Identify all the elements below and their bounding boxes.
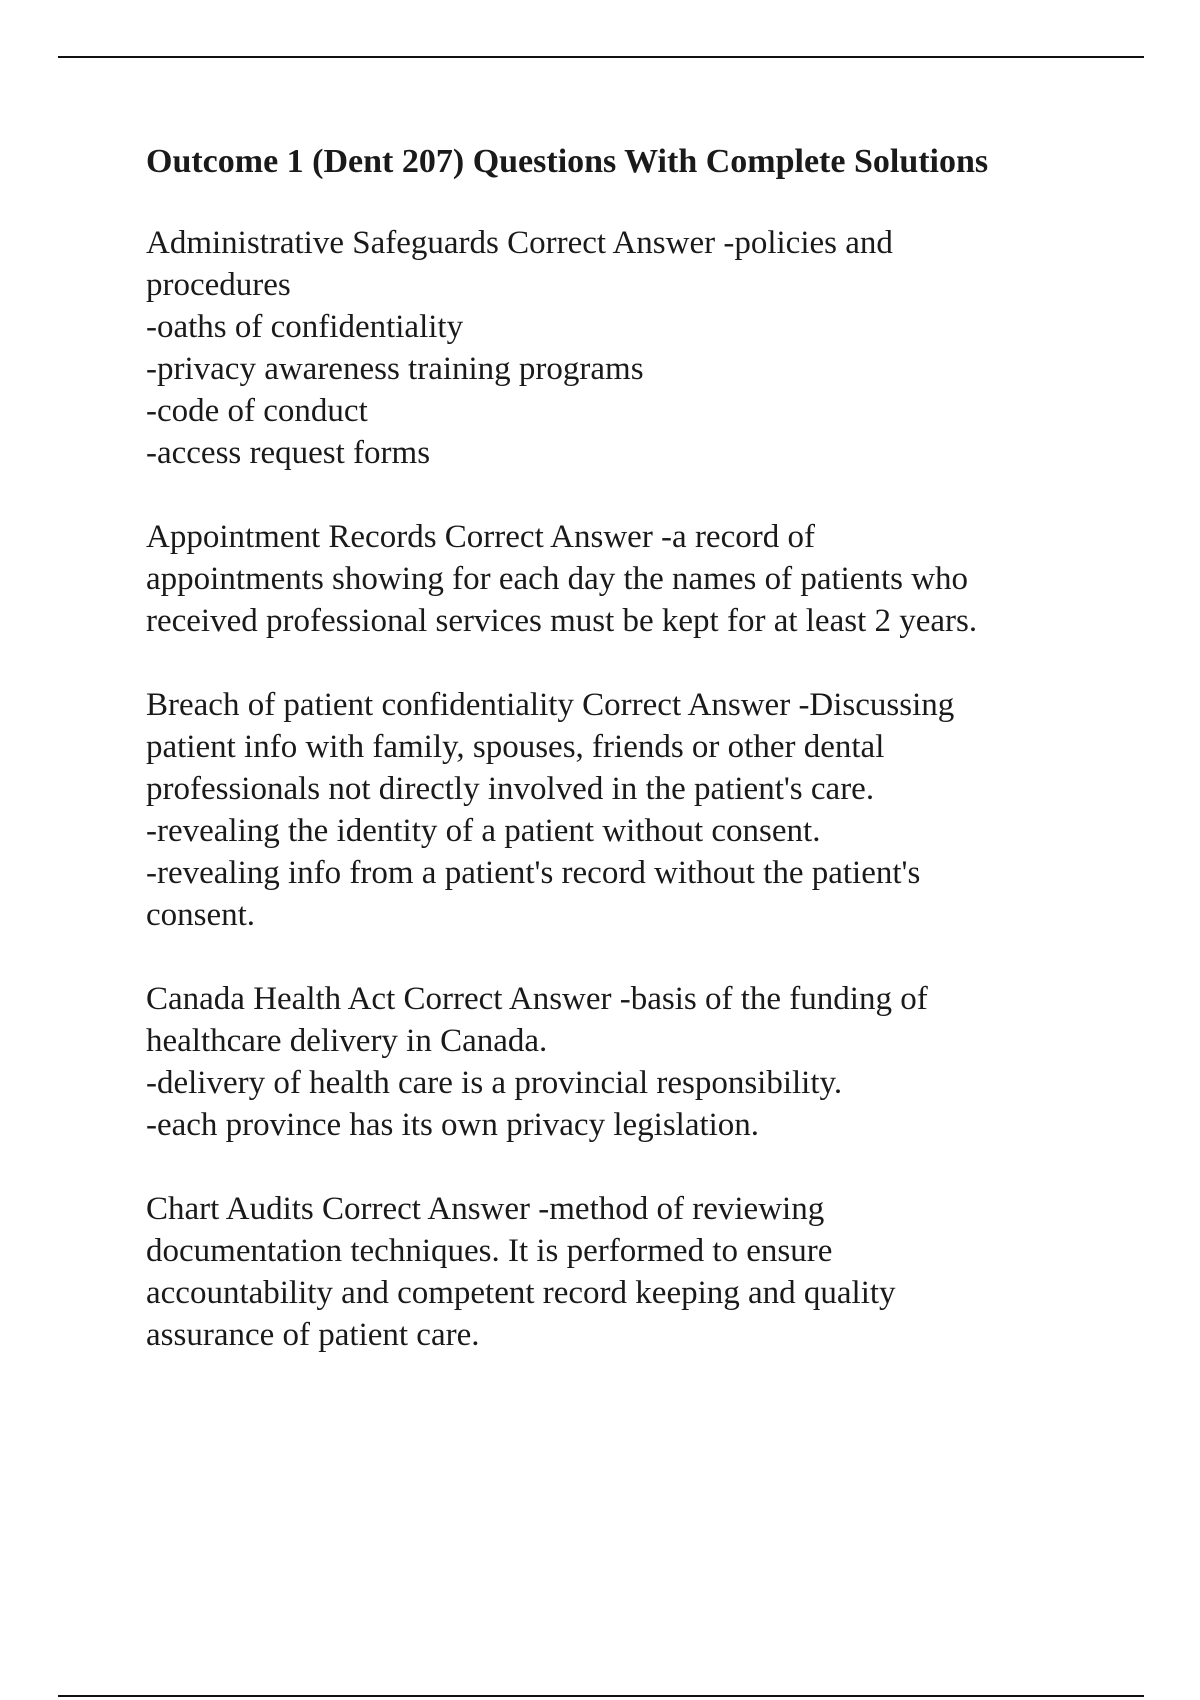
document-title: Outcome 1 (Dent 207) Questions With Complete Solutions	[146, 143, 989, 180]
entry-line: -revealing the identity of a patient without consent.	[146, 813, 821, 849]
entry-line: healthcare delivery in Canada.	[146, 1023, 548, 1059]
entry-line: procedures	[146, 267, 291, 303]
entry-line: received professional services must be kept for at least 2 years.	[146, 603, 978, 639]
entry-line: -revealing info from a patient's record without the patient's	[146, 855, 921, 891]
qa-entry-chart-audits	[146, 1188, 1076, 1356]
entry-line: assurance of patient care.	[146, 1317, 480, 1353]
qa-entry-appointment-records	[146, 516, 1076, 642]
entry-line: -delivery of health care is a provincial responsibility.	[146, 1065, 843, 1101]
entry-line: -privacy awareness training programs	[146, 351, 644, 387]
document-body	[146, 140, 1076, 1398]
entry-line: consent.	[146, 897, 256, 933]
entry-line: -access request forms	[146, 435, 431, 471]
entry-line: -oaths of confidentiality	[146, 309, 464, 345]
bottom-divider	[58, 1695, 1144, 1697]
entry-line: accountability and competent record keeping and quality	[146, 1275, 896, 1311]
qa-entry-administrative-safeguards	[146, 222, 1076, 474]
entry-line: Canada Health Act Correct Answer -basis of the funding of	[146, 981, 928, 1017]
entry-line: appointments showing for each day the names of patients who	[146, 561, 969, 597]
entry-line: Administrative Safeguards Correct Answer -policies and	[146, 225, 893, 261]
entry-line: Chart Audits Correct Answer -method of reviewing	[146, 1191, 825, 1227]
entry-line: -each province has its own privacy legislation.	[146, 1107, 760, 1143]
entry-line: professionals not directly involved in the patient's care.	[146, 771, 875, 807]
entry-line: Appointment Records Correct Answer -a record of	[146, 519, 815, 555]
top-divider	[58, 56, 1144, 58]
entry-line: Breach of patient confidentiality Correct Answer -Discussing	[146, 687, 955, 723]
entry-line: patient info with family, spouses, friends or other dental	[146, 729, 885, 765]
entry-line: documentation techniques. It is performed to ensure	[146, 1233, 833, 1269]
qa-entry-canada-health-act	[146, 978, 1076, 1146]
qa-entry-breach-of-confidentiality	[146, 684, 1076, 936]
entry-line: -code of conduct	[146, 393, 368, 429]
